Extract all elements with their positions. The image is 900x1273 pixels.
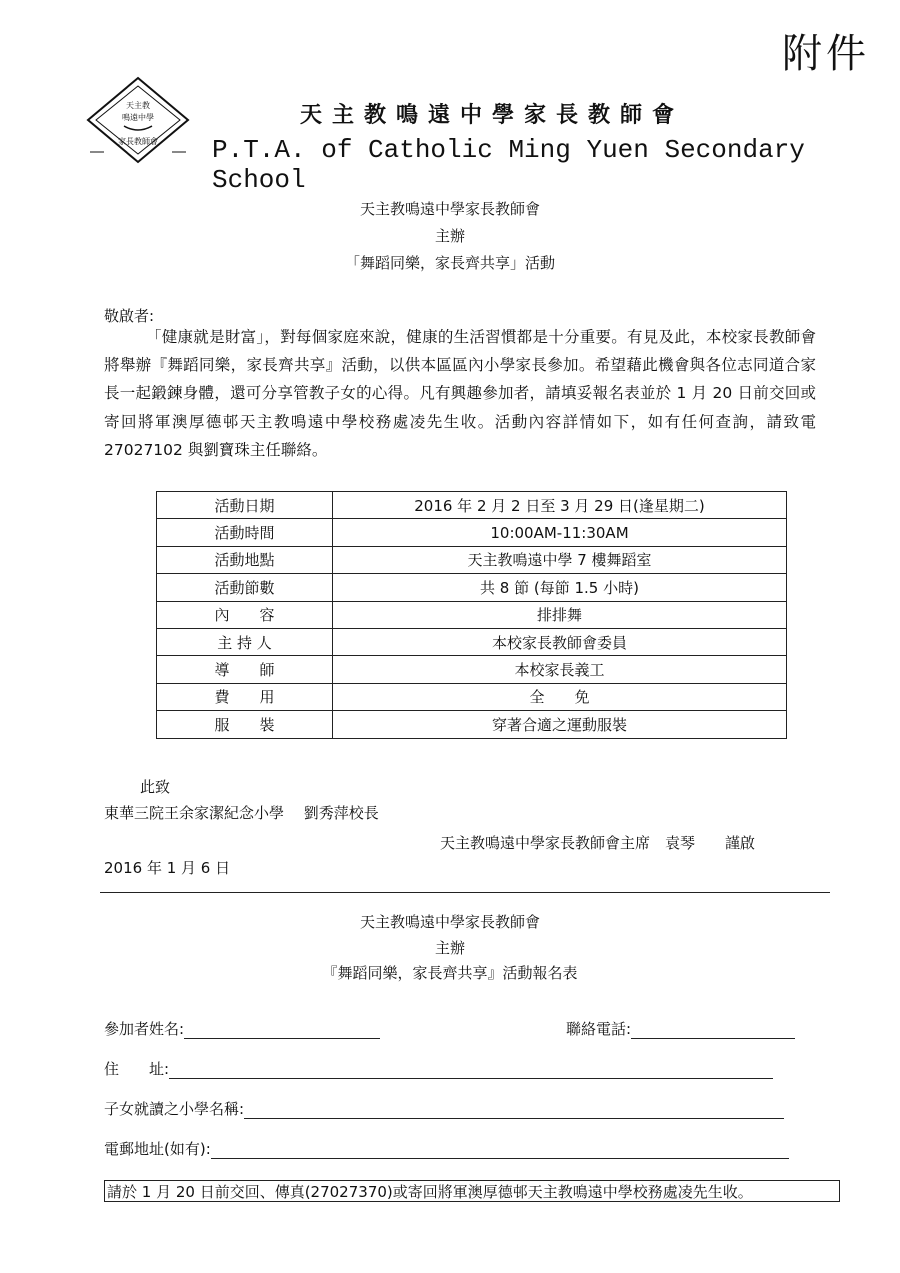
notice-event: 「舞蹈同樂，家長齊共享」活動 <box>344 254 555 272</box>
notice-org: 天主教鳴遠中學家長教師會 <box>359 200 540 218</box>
address-field-row <box>104 1058 773 1079</box>
closing-to: 此致 <box>140 778 171 796</box>
return-instructions-box: 請於 1 月 20 日前交回、傳真(27027370)或寄回將軍澳厚德邨天主教鳴遠中學校務處凌先生收。 <box>104 1180 840 1202</box>
closing-sender: 天主教鳴遠中學家長教師會主席 袁琴 謹啟 <box>440 834 756 852</box>
info-value: 穿著合適之運動服裝 <box>333 711 787 738</box>
address-input-line[interactable] <box>169 1060 773 1079</box>
svg-text:家長教師會: 家長教師會 <box>118 137 158 146</box>
info-value: 本校家長教師會委員 <box>333 628 787 655</box>
svg-text:鳴遠中學: 鳴遠中學 <box>122 113 154 122</box>
notice-body-text: 「健康就是財富」，對每個家庭來說，健康的生活習慣都是十分重要。有見及此，本校家長教師會將舉辦『舞蹈同樂，家長齊共享』活動，以供本區區內小學家長參加。希望藉此機會與各位志同道合家長一起鍛鍊身體，還可分享管教子女的心得。凡有興趣參加者，請填妥報名表並於 1 月 20 日前交回或寄回將軍澳厚德邨天主教鳴遠中學校務處凌先生收。活動內容詳情如下，如有任何查詢，請致電 27027102 與劉寶珠主任聯絡。 <box>104 328 816 459</box>
info-key: 活動節數 <box>157 574 333 601</box>
info-value: 排排舞 <box>333 601 787 628</box>
info-row <box>157 711 787 738</box>
email-field-row <box>104 1138 789 1159</box>
info-row <box>157 546 787 573</box>
info-value: 全 免 <box>333 683 787 710</box>
school-label: 子女就讀之小學名稱: <box>104 1100 245 1118</box>
name-input-line[interactable] <box>184 1020 380 1039</box>
school-input-line[interactable] <box>244 1100 784 1119</box>
info-value: 本校家長義工 <box>333 656 787 683</box>
cut-divider <box>100 892 830 893</box>
info-row <box>157 683 787 710</box>
phone-label: 聯絡電話: <box>566 1020 632 1038</box>
info-key: 主 持 人 <box>157 628 333 655</box>
corner-handwritten-note: 附件 <box>782 31 870 77</box>
school-field-row <box>104 1098 784 1119</box>
info-value: 2016 年 2 月 2 日至 3 月 29 日(逢星期二) <box>333 492 787 519</box>
info-key: 服 裝 <box>157 711 333 738</box>
phone-field-row <box>566 1018 795 1039</box>
info-value: 共 8 節 (每節 1.5 小時) <box>333 574 787 601</box>
info-row <box>157 492 787 519</box>
activity-info-table <box>156 491 787 739</box>
phone-input-line[interactable] <box>631 1020 795 1039</box>
form-role: 主辦 <box>434 939 465 957</box>
address-label: 住 址: <box>104 1060 170 1078</box>
school-logo <box>84 74 192 166</box>
header-title-zh: 天主教鳴遠中學家長教師會 <box>300 102 685 128</box>
info-value: 10:00AM-11:30AM <box>333 519 787 546</box>
info-row <box>157 574 787 601</box>
closing-date: 2016 年 1 月 6 日 <box>104 859 231 877</box>
info-key: 導 師 <box>157 656 333 683</box>
info-key: 費 用 <box>157 683 333 710</box>
notice-body <box>104 323 816 464</box>
info-row <box>157 628 787 655</box>
info-row <box>157 656 787 683</box>
email-label: 電郵地址(如有): <box>104 1140 211 1158</box>
name-field-row <box>104 1018 380 1039</box>
svg-text:天主教: 天主教 <box>126 101 150 110</box>
header-title-en: P.T.A. of Catholic Ming Yuen Secondary School <box>212 135 805 195</box>
info-key: 活動日期 <box>157 492 333 519</box>
greeting: 敬啟者: <box>104 307 155 325</box>
info-row <box>157 519 787 546</box>
info-key: 內 容 <box>157 601 333 628</box>
info-value: 天主教鳴遠中學 7 樓舞蹈室 <box>333 546 787 573</box>
form-org: 天主教鳴遠中學家長教師會 <box>359 913 540 931</box>
info-key: 活動地點 <box>157 546 333 573</box>
info-row <box>157 601 787 628</box>
form-title: 『舞蹈同樂，家長齊共享』活動報名表 <box>322 964 578 982</box>
email-input-line[interactable] <box>211 1140 789 1159</box>
notice-role: 主辦 <box>434 227 465 245</box>
name-label: 參加者姓名: <box>104 1020 185 1038</box>
closing-recipient: 東華三院王余家潔紀念小學 劉秀萍校長 <box>104 804 379 822</box>
info-key: 活動時間 <box>157 519 333 546</box>
